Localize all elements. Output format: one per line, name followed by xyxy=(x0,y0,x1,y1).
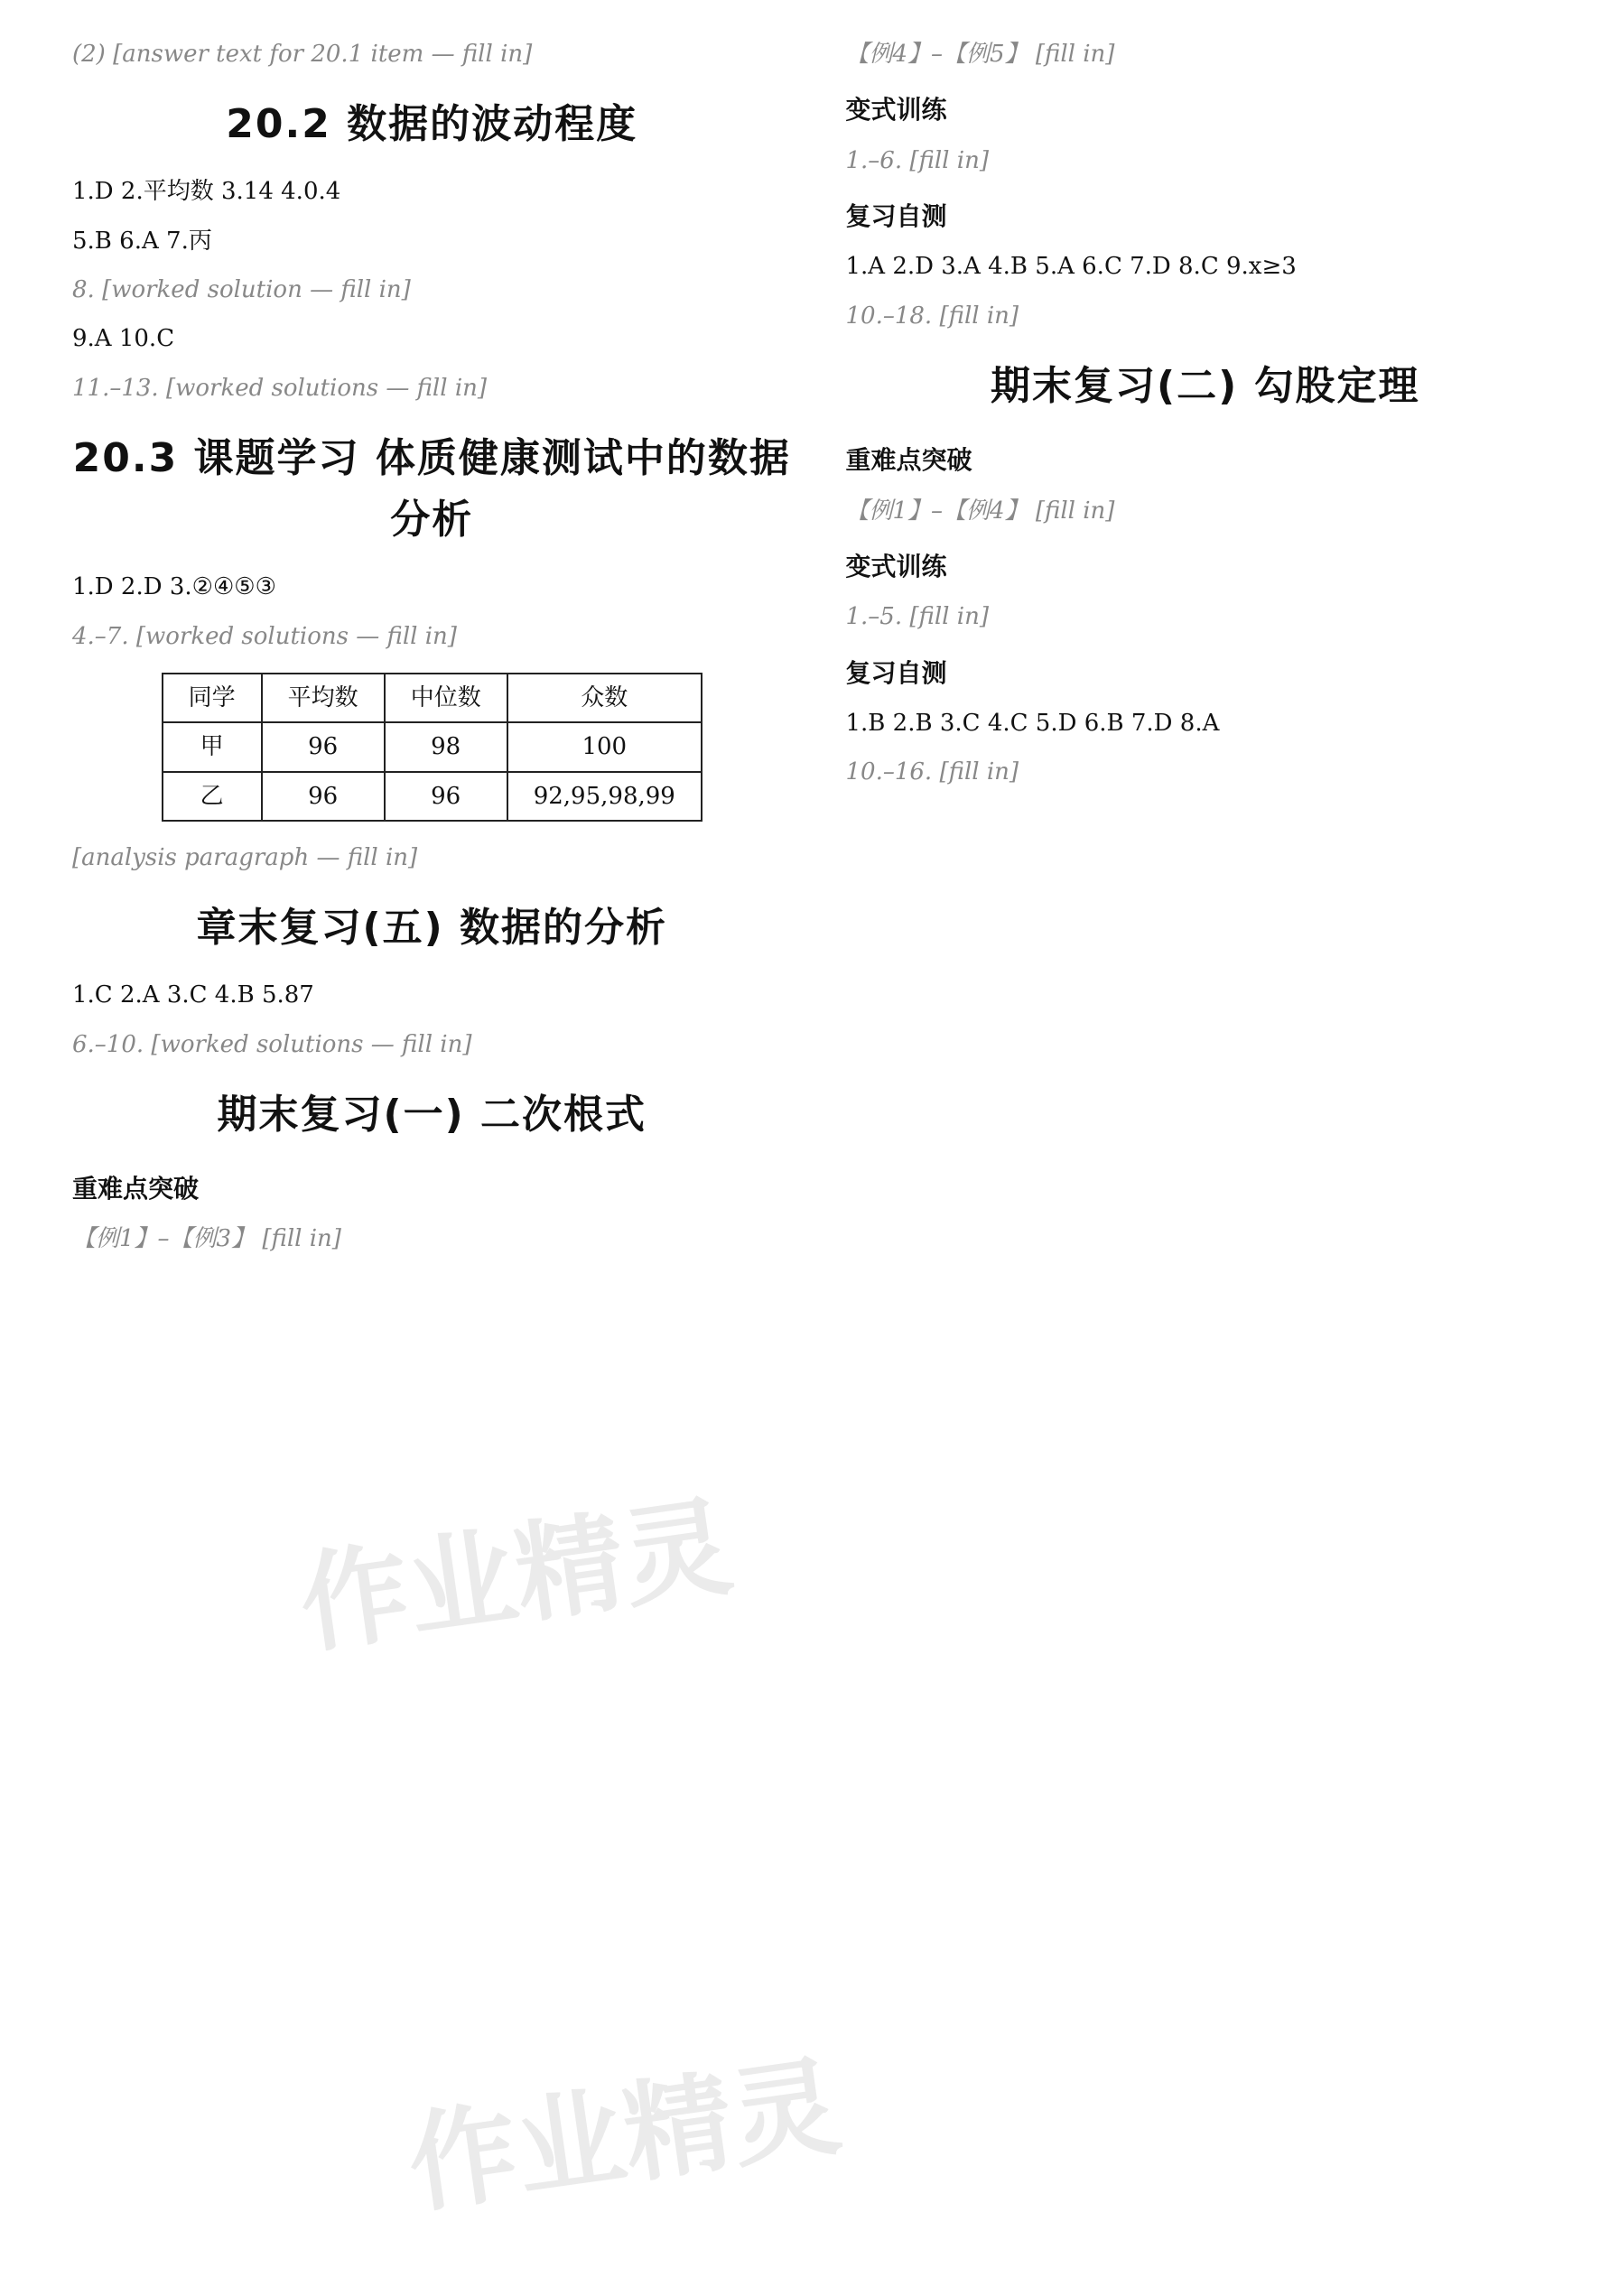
table-row xyxy=(163,772,702,821)
left-column xyxy=(72,36,792,2260)
watermark: 作业精灵 xyxy=(401,2044,848,2229)
table-row xyxy=(163,722,702,771)
answer-line: (2) [answer text for 20.1 item — fill in] xyxy=(72,41,533,68)
answer-line: 4.–7. [worked solutions — fill in] xyxy=(72,622,457,650)
answer-line: 1.D 2.平均数 3.14 4.0.4 xyxy=(72,178,341,206)
section-heading: 期末复习(一) 二次根式 xyxy=(217,1091,647,1138)
table-cell: 96 xyxy=(262,772,385,821)
answer-line: 1.A 2.D 3.A 4.B 5.A 6.C 7.D 8.C 9.x≥3 xyxy=(845,253,1297,281)
table-cell: 92,95,98,99 xyxy=(507,772,702,821)
answer-line: 9.A 10.C xyxy=(72,325,175,353)
answer-line: 6.–10. [worked solutions — fill in] xyxy=(72,1030,472,1058)
table-cell: 96 xyxy=(385,772,507,821)
table-cell: 96 xyxy=(262,722,385,771)
answer-line: 【例1】–【例4】 [fill in] xyxy=(845,497,1115,525)
answer-line: 10.–16. [fill in] xyxy=(845,758,1019,786)
answer-line: 1.D 2.D 3.②④⑤③ xyxy=(72,573,276,601)
subsection-heading: 复习自测 xyxy=(845,657,947,688)
table-cell: 100 xyxy=(507,722,702,771)
answer-line: 5.B 6.A 7.丙 xyxy=(72,227,212,255)
section-heading: 期末复习(二) 勾股定理 xyxy=(990,362,1420,409)
answer-line: 1.C 2.A 3.C 4.B 5.87 xyxy=(72,981,314,1009)
answer-line: 【例1】–【例3】 [fill in] xyxy=(72,1225,341,1253)
answer-line: [analysis paragraph — fill in] xyxy=(72,843,418,871)
answer-line: 8. [worked solution — fill in] xyxy=(72,276,411,304)
table-header-cell: 众数 xyxy=(507,674,702,722)
table-header-cell: 中位数 xyxy=(385,674,507,722)
subsection-heading: 重难点突破 xyxy=(845,445,972,476)
section-heading: 20.2 数据的波动程度 xyxy=(226,101,638,148)
stats-table xyxy=(162,673,702,822)
watermark: 作业精灵 xyxy=(293,1484,740,1669)
table-header-cell: 平均数 xyxy=(262,674,385,722)
answer-line: 1.–6. [fill in] xyxy=(845,146,989,174)
section-heading: 20.3 课题学习 体质健康测试中的数据分析 xyxy=(72,434,791,544)
table-cell: 98 xyxy=(385,722,507,771)
table-header-cell: 同学 xyxy=(163,674,262,722)
right-column xyxy=(846,36,1566,2260)
answer-line: 1.B 2.B 3.C 4.C 5.D 6.B 7.D 8.A xyxy=(845,709,1220,737)
section-heading: 章末复习(五) 数据的分析 xyxy=(196,905,668,952)
answer-line: 【例4】–【例5】 [fill in] xyxy=(845,41,1115,68)
answer-line: 11.–13. [worked solutions — fill in] xyxy=(72,374,488,402)
subsection-heading: 重难点突破 xyxy=(72,1174,200,1204)
table-cell: 乙 xyxy=(163,772,262,821)
answer-line: 10.–18. [fill in] xyxy=(845,302,1019,330)
subsection-heading: 复习自测 xyxy=(845,200,947,231)
table-cell: 甲 xyxy=(163,722,262,771)
subsection-heading: 变式训练 xyxy=(845,95,947,125)
subsection-heading: 变式训练 xyxy=(845,551,947,581)
answer-line: 1.–5. [fill in] xyxy=(845,603,989,631)
